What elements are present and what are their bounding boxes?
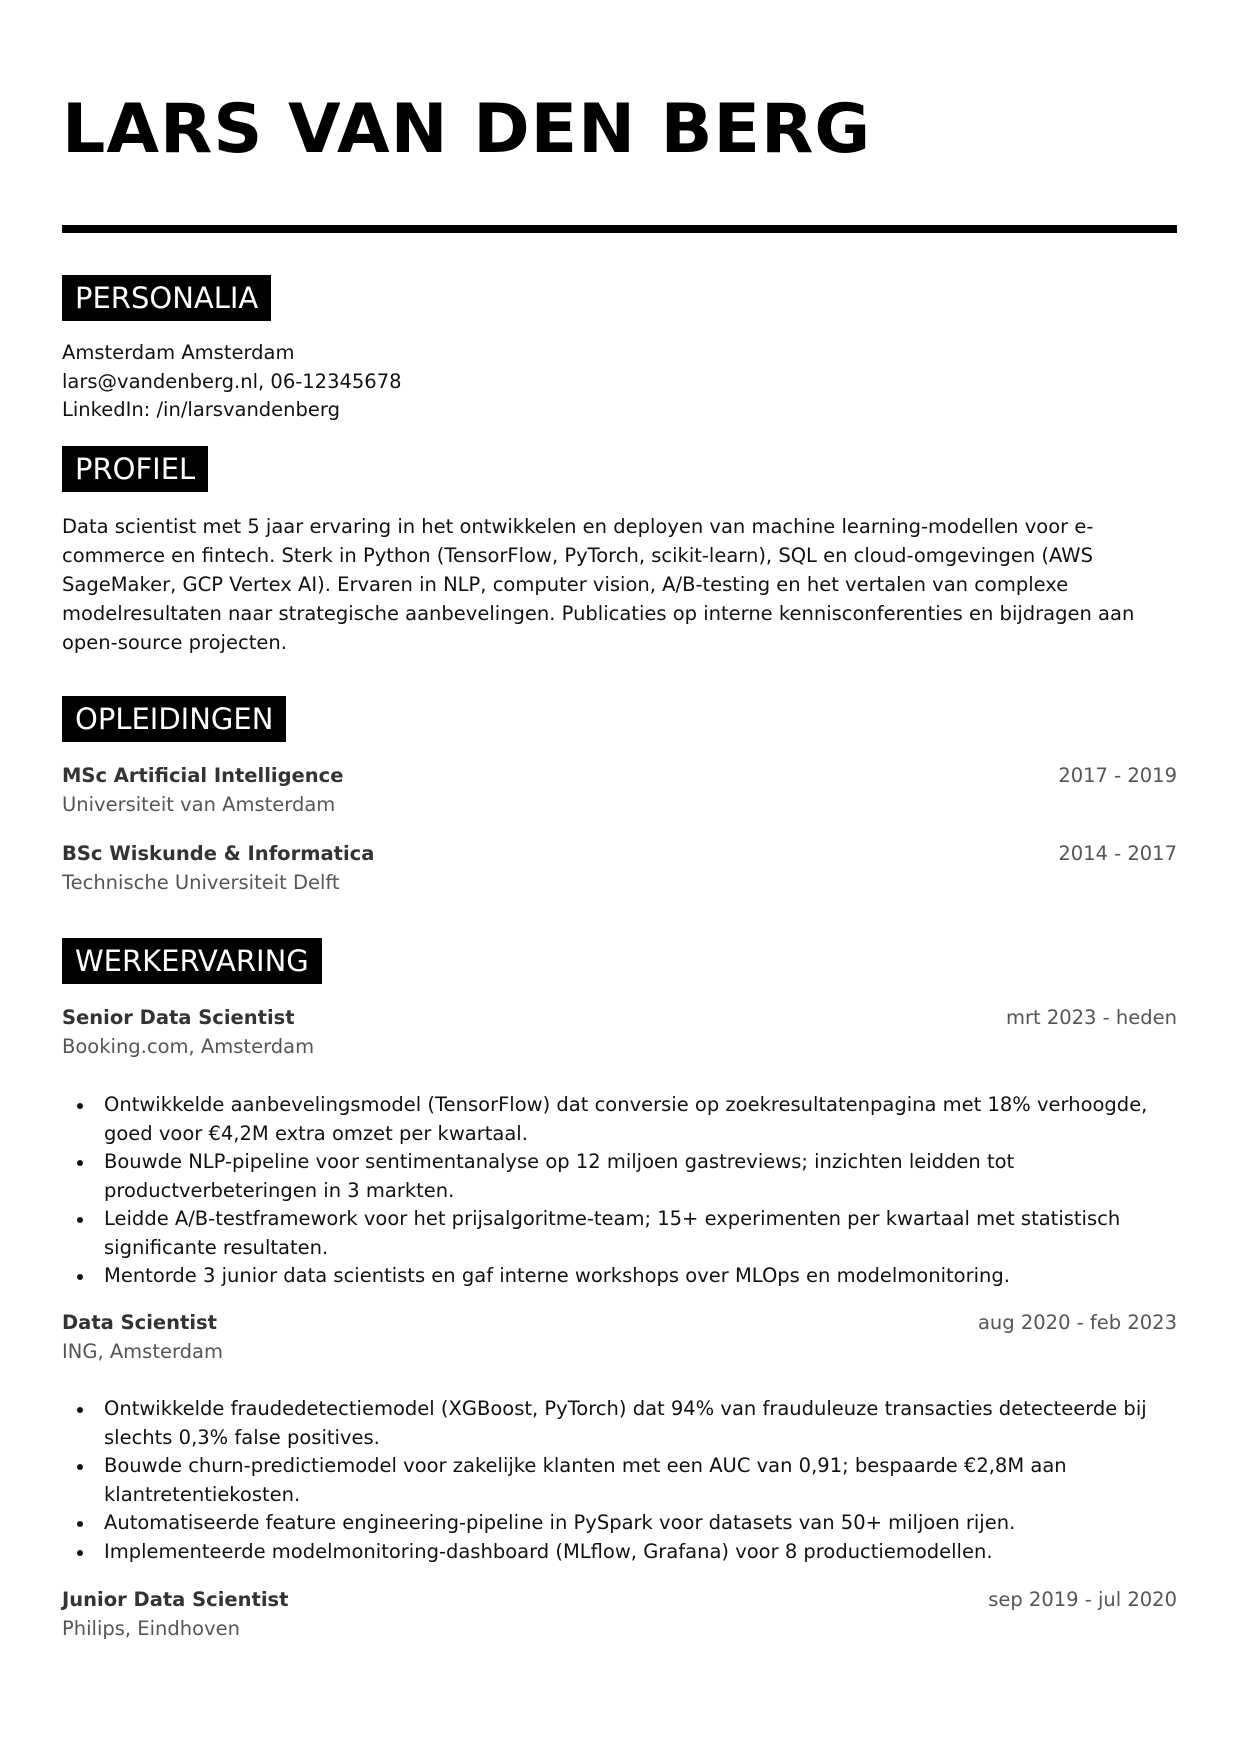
education-period: 2014 - 2017 xyxy=(1058,842,1177,865)
job-entry xyxy=(62,1004,1177,1061)
bullet-icon xyxy=(77,1407,83,1413)
list-item xyxy=(62,1509,1177,1538)
personal-details xyxy=(62,339,402,425)
bullet-icon xyxy=(77,1103,83,1109)
section-heading-opleidingen: OPLEIDINGEN xyxy=(62,696,286,742)
bullet-text: Implementeerde modelmonitoring-dashboard (MLflow, Grafana) voor 8 productiemodellen. xyxy=(104,1539,993,1563)
job-company: ING, Amsterdam xyxy=(62,1339,223,1363)
list-item xyxy=(62,1538,1177,1567)
education-entry xyxy=(62,840,1177,897)
education-degree: MSc Artificial Intelligence xyxy=(62,764,344,787)
job-achievements xyxy=(62,1395,1177,1566)
section-heading-profiel: PROFIEL xyxy=(62,446,208,492)
bullet-icon xyxy=(77,1217,83,1223)
education-institution: Technische Universiteit Delft xyxy=(62,870,340,894)
job-period: aug 2020 - feb 2023 xyxy=(977,1311,1177,1334)
job-company: Booking.com, Amsterdam xyxy=(62,1034,315,1058)
job-period: mrt 2023 - heden xyxy=(1005,1006,1177,1029)
list-item xyxy=(62,1452,1177,1509)
education-entry xyxy=(62,762,1177,819)
header-divider xyxy=(62,225,1177,233)
job-title: Junior Data Scientist xyxy=(62,1588,289,1611)
linkedin-line: LinkedIn: /in/larsvandenberg xyxy=(62,398,340,421)
section-heading-personalia: PERSONALIA xyxy=(62,275,271,321)
list-item xyxy=(62,1395,1177,1452)
bullet-text: Automatiseerde feature engineering-pipeline in PySpark voor datasets van 50+ miljoen rijen. xyxy=(104,1511,1016,1534)
job-company: Philips, Eindhoven xyxy=(62,1616,240,1640)
address-line: Amsterdam Amsterdam xyxy=(62,341,295,364)
contact-line: lars@vandenberg.nl, 06-12345678 xyxy=(62,369,402,393)
list-item xyxy=(62,1205,1177,1262)
bullet-icon xyxy=(77,1521,83,1527)
job-achievements xyxy=(62,1091,1177,1291)
bullet-icon xyxy=(77,1464,83,1470)
bullet-icon xyxy=(77,1550,83,1556)
job-title: Senior Data Scientist xyxy=(62,1006,295,1029)
bullet-text: Bouwde churn-predictiemodel voor zakelijke klanten met een AUC van 0,91; bespaarde €2,8M aan klantretentiekosten. xyxy=(104,1454,1067,1506)
bullet-icon xyxy=(77,1274,83,1280)
education-period: 2017 - 2019 xyxy=(1058,764,1177,787)
section-heading-werkervaring: WERKERVARING xyxy=(62,938,322,984)
bullet-icon xyxy=(77,1160,83,1166)
candidate-name: LARS VAN DEN BERG xyxy=(62,90,872,169)
job-period: sep 2019 - jul 2020 xyxy=(988,1588,1177,1611)
bullet-text: Mentorde 3 junior data scientists en gaf interne workshops over MLOps en modelmonitoring. xyxy=(104,1264,1010,1287)
bullet-text: Leidde A/B-testframework voor het prijsalgoritme-team; 15+ experimenten per kwartaal met statistisch significante resultaten. xyxy=(104,1207,1121,1259)
list-item xyxy=(62,1262,1177,1291)
bullet-text: Bouwde NLP-pipeline voor sentimentanalyse op 12 miljoen gastreviews; inzichten leidden tot productverbeteringen in 3 markten. xyxy=(104,1150,1015,1202)
list-item xyxy=(62,1091,1177,1148)
education-institution: Universiteit van Amsterdam xyxy=(62,792,336,816)
profile-summary: Data scientist met 5 jaar ervaring in het ontwikkelen en deployen van machine learning-modellen voor e-commerce en fintech. Sterk in Python (TensorFlow, PyTorch, scikit-learn), SQL en cloud-omgevingen (AWS SageMaker, GCP Vertex AI). Ervaren in NLP, computer vision, A/B-testing en het vertalen van complexe modelresultaten naar strategische aanbevelingen. Publicaties op interne kennisconferenties en bijdragen aan open-source projecten. xyxy=(62,515,1135,654)
bullet-text: Ontwikkelde aanbevelingsmodel (TensorFlow) dat conversie op zoekresultatenpagina met 18% verhoogde, goed voor €4,2M extra omzet per kwartaal. xyxy=(104,1093,1148,1145)
education-degree: BSc Wiskunde & Informatica xyxy=(62,842,375,865)
job-entry xyxy=(62,1586,1177,1643)
bullet-text: Ontwikkelde fraudedetectiemodel (XGBoost, PyTorch) dat 94% van frauduleuze transacties detecteerde bij slechts 0,3% false positives. xyxy=(104,1397,1147,1449)
job-entry xyxy=(62,1309,1177,1366)
job-title: Data Scientist xyxy=(62,1311,217,1334)
list-item xyxy=(62,1148,1177,1205)
